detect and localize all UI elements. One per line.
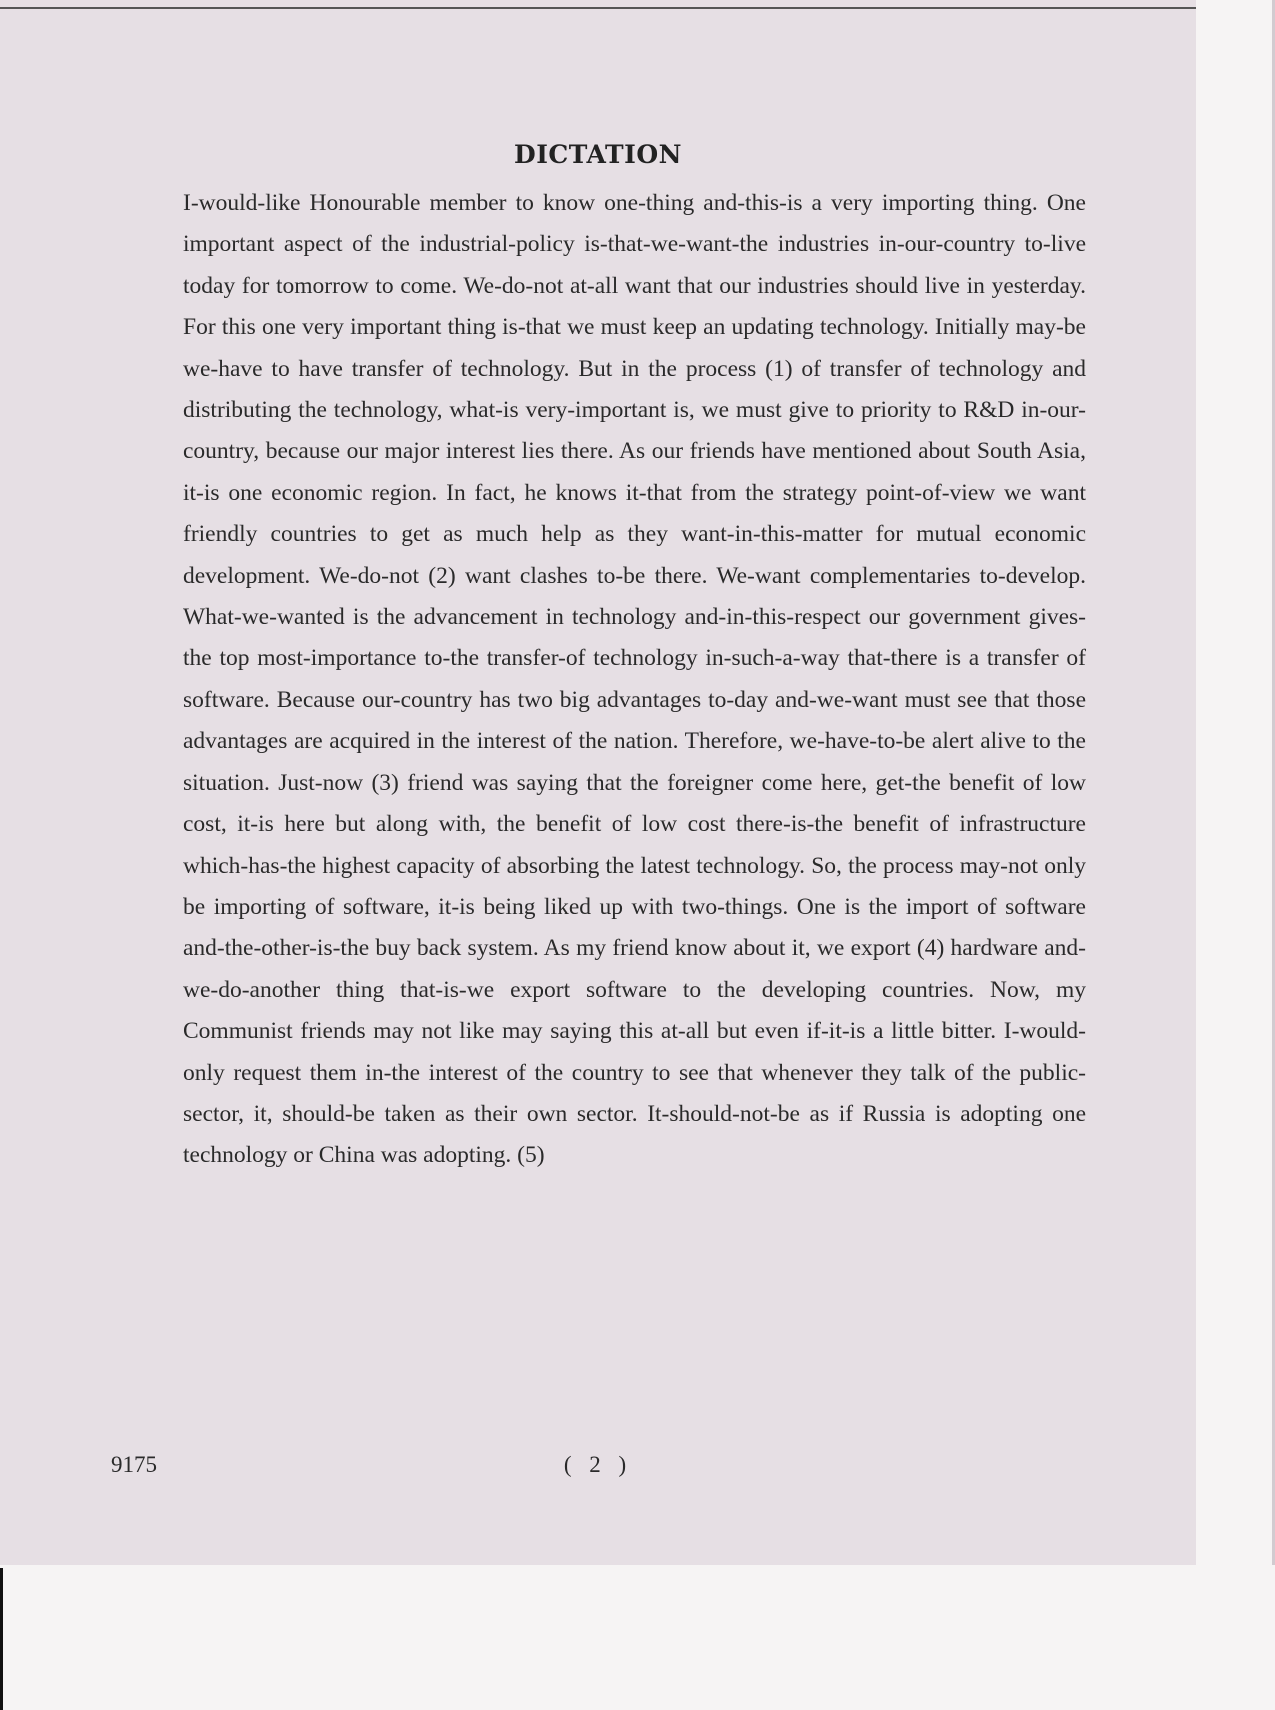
page-title: DICTATION (514, 140, 682, 169)
dictation-passage: I-would-like Honourable member to know one-thing and-this-is a very importing thing. One important aspect of the industrial-policy is-that-we-want-the industries in-our-country to-live today for tomorrow to come. We-do-not at-all want that our industries should live in yesterday. For this one very important thing is-that we must keep an updating technology. Initially may-be we-have to have transfer of technology. But in the process (1) of transfer of technology and distributing the technology, what-is very-important is, we must give to priority to R&D in-our-country, because our major interest lies there. As our friends have mentioned about South Asia, it-is one economic region. In fact, he knows it-that from the strategy point-of-view we want friendly countries to get as much help as they want-in-this-matter for mutual economic development. We-do-not (2) want clashes to-be there. We-want complementaries to-develop. What-we-wanted is the advancement in technology and-in-this-respect our government gives-the top most-importance to-the transfer-of technology in-such-a-way that-there is a transfer of software. Because our-country has two big advantages to-day and-we-want must see that those advantages are acquired in the interest of the nation. Therefore, we-have-to-be alert alive to the situation. Just-now (3) friend was saying that the foreigner come here, get-the benefit of low cost, it-is here but along with, the benefit of low cost there-is-the benefit of infrastructure which-has-the highest capacity of absorbing the latest technology. So, the process may-not only be importing of software, it-is being liked up with two-things. One is the import of software and-the-other-is-the buy back system. As my friend know about it, we export (4) hardware and-we-do-another thing that-is-we export software to the developing countries. Now, my Communist friends may not like may saying this at-all but even if-it-is a little bitter. I-would-only request them in-the interest of the country to see that whenever they talk of the public-sector, it, should-be taken as their own sector. It-should-not-be as if Russia is adopting one technology or China was adopting. (5) (183, 190, 1086, 1169)
top-border-line (0, 7, 1196, 9)
paper-code: 9175 (111, 1452, 157, 1477)
scan-edge-line (0, 1568, 3, 1710)
page-number: ( 2 ) (563, 1452, 633, 1477)
